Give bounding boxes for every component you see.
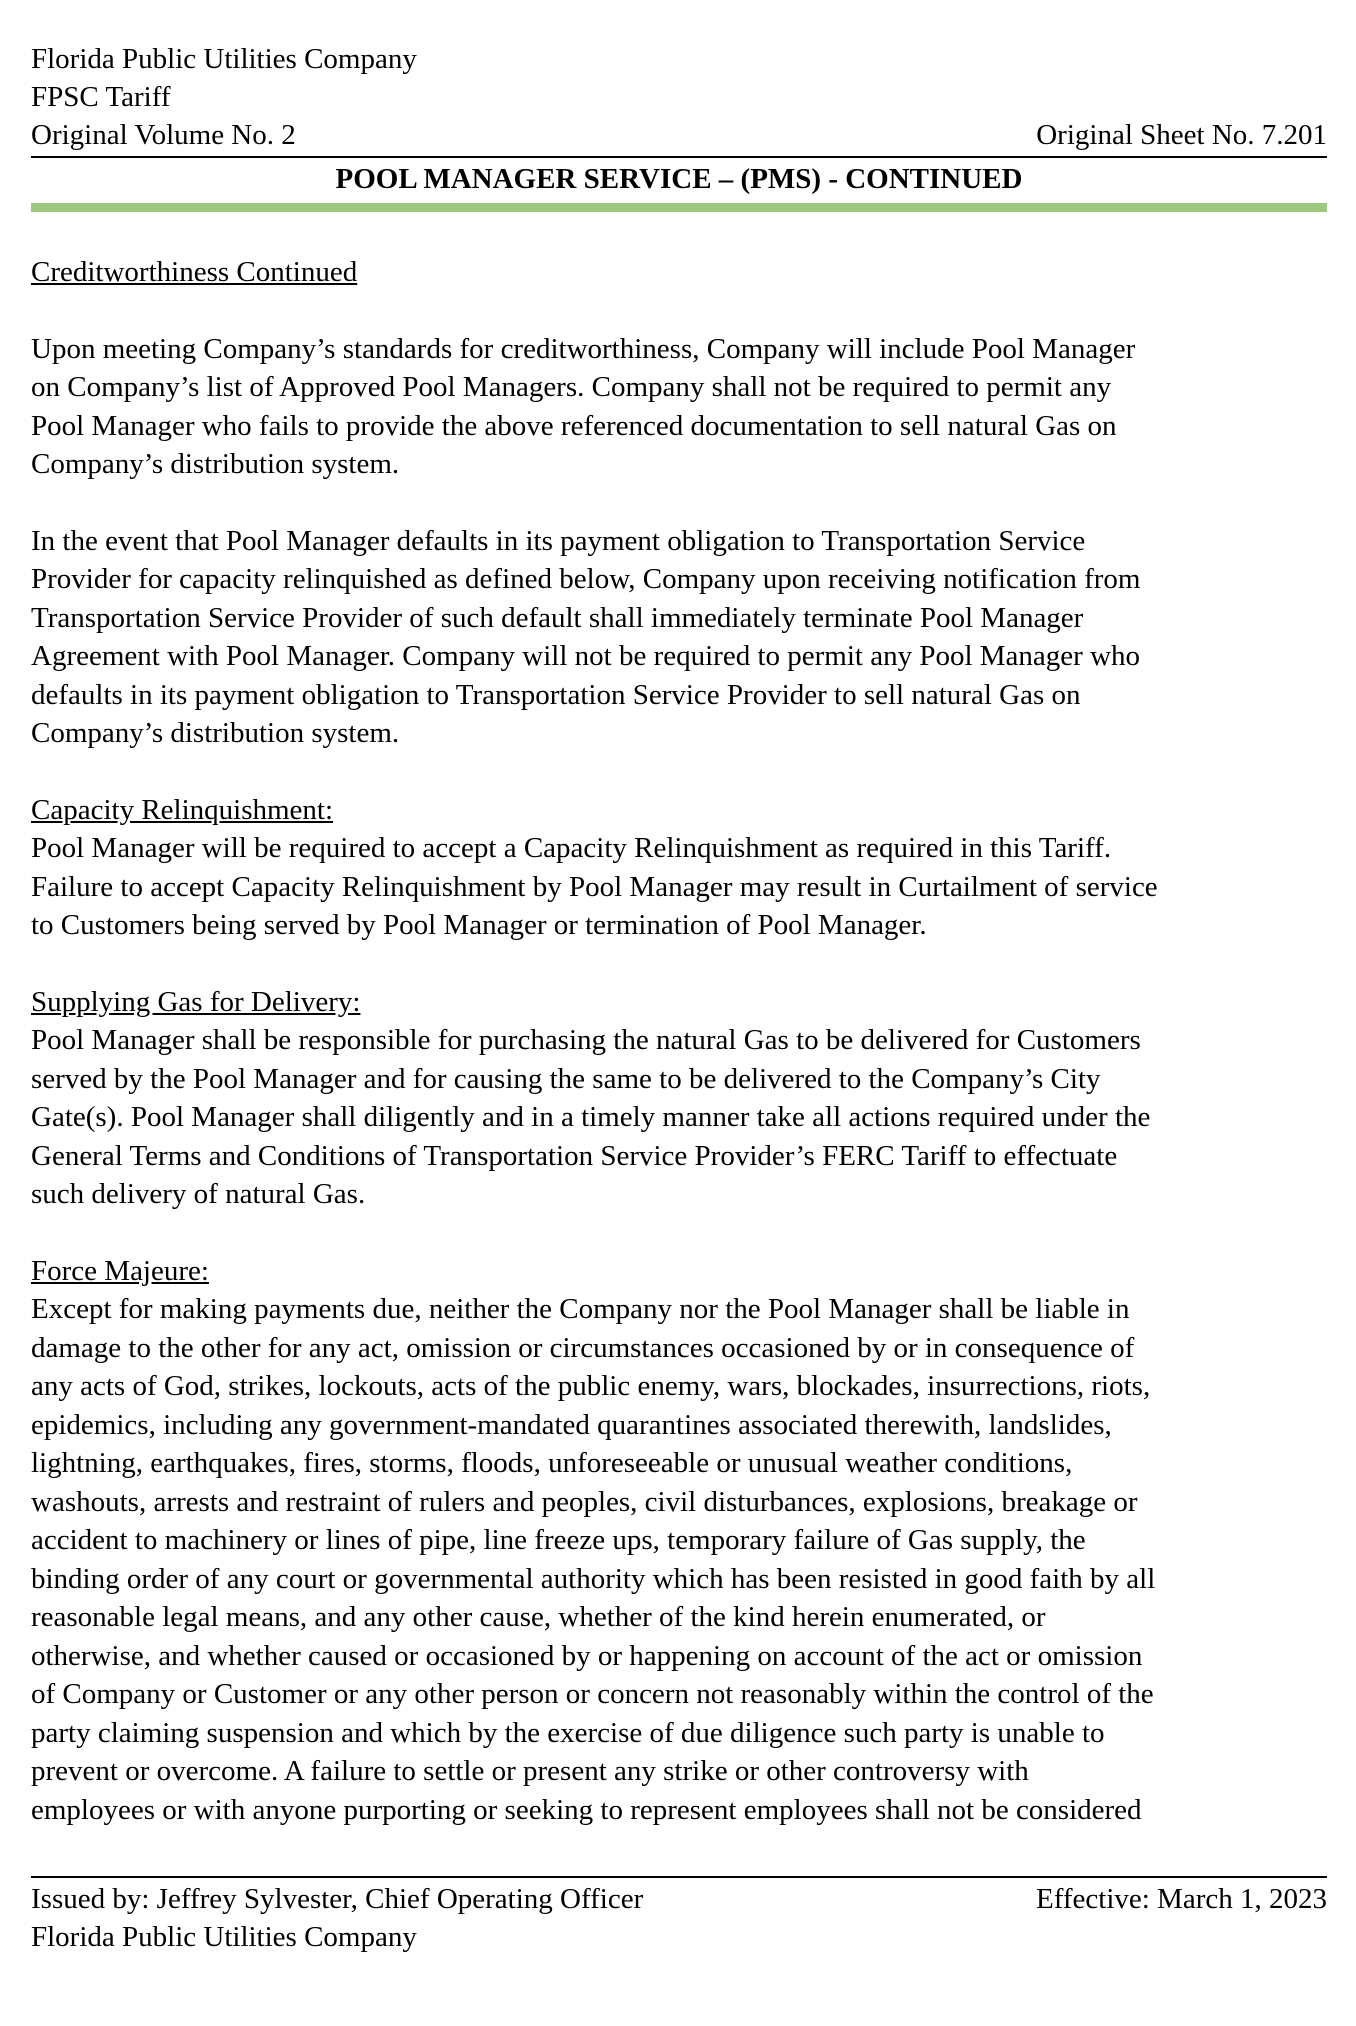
tariff-page (31, 0, 1327, 2026)
section-supplying-gas (31, 983, 1327, 1214)
page-footer (31, 1880, 1327, 1956)
page-title: POOL MANAGER SERVICE – (PMS) - CONTINUED (335, 163, 1023, 195)
header-divider (31, 156, 1327, 158)
section-heading-creditworthiness: Creditworthiness Continued (31, 256, 358, 288)
text-line: Company’s distribution system. (31, 717, 400, 749)
section-heading-supplying-gas: Supplying Gas for Delivery: (31, 985, 361, 1018)
text-line: lightning, earthquakes, fires, storms, floods, unforeseeable or unusual weather conditions, (31, 1447, 1073, 1479)
section-creditworthiness (31, 253, 1327, 292)
header-company: Florida Public Utilities Company (31, 43, 417, 75)
text-line: Provider for capacity relinquished as defined below, Company upon receiving notification from (31, 563, 1141, 595)
text-line: Upon meeting Company’s standards for creditworthiness, Company will include Pool Manager (31, 332, 1136, 365)
header-volume: Original Volume No. 2 (31, 119, 296, 151)
text-line: such delivery of natural Gas. (31, 1178, 366, 1210)
section-capacity-relinquishment (31, 791, 1327, 945)
text-line: any acts of God, strikes, lockouts, acts of the public enemy, wars, blockades, insurrections, riots, (31, 1370, 1151, 1402)
paragraph-payment-default (31, 522, 1327, 753)
section-force-majeure (31, 1252, 1327, 1830)
text-line: Transportation Service Provider of such default shall immediately terminate Pool Manager (31, 601, 1084, 634)
text-line: Except for making payments due, neither the Company nor the Pool Manager shall be liable in (31, 1293, 1130, 1325)
text-line: General Terms and Conditions of Transportation Service Provider’s FERC Tariff to effectuate (31, 1139, 1118, 1172)
text-line: to Customers being served by Pool Manager or termination of Pool Manager. (31, 909, 927, 941)
text-line: damage to the other for any act, omission or circumstances occasioned by or in consequence of (31, 1331, 1135, 1364)
text-line: epidemics, including any government-mandated quarantines associated therewith, landslides, (31, 1408, 1112, 1441)
text-line: party claiming suspension and which by the exercise of due diligence such party is unable to (31, 1716, 1105, 1749)
text-line: accident to machinery or lines of pipe, line freeze ups, temporary failure of Gas supply, the (31, 1524, 1086, 1556)
footer-divider (31, 1876, 1327, 1878)
page-header (31, 40, 1327, 154)
text-line: otherwise, and whether caused or occasioned by or happening on account of the act or omission (31, 1639, 1143, 1672)
footer-issued-by: Issued by: Jeffrey Sylvester, Chief Operating Officer (31, 1883, 644, 1915)
title-green-divider (31, 203, 1327, 212)
paragraph-approved-pool-managers (31, 330, 1327, 484)
text-line: washouts, arrests and restraint of rulers and peoples, civil disturbances, explosions, breakage or (31, 1485, 1138, 1518)
header-tariff: FPSC Tariff (31, 81, 171, 113)
header-sheet-number: Original Sheet No. 7.201 (1036, 119, 1327, 151)
text-line: reasonable legal means, and any other cause, whether of the kind herein enumerated, or (31, 1601, 1046, 1633)
section-heading-force-majeure: Force Majeure: (31, 1254, 209, 1287)
footer-company: Florida Public Utilities Company (31, 1921, 417, 1953)
text-line: on Company’s list of Approved Pool Managers. Company shall not be required to permit any (31, 371, 1112, 403)
text-line: Pool Manager who fails to provide the above referenced documentation to sell natural Gas on (31, 409, 1117, 442)
text-line: Agreement with Pool Manager. Company will not be required to permit any Pool Manager who (31, 640, 1141, 672)
text-line: prevent or overcome. A failure to settle or present any strike or other controversy with (31, 1755, 1029, 1787)
text-line: In the event that Pool Manager defaults in its payment obligation to Transportation Service (31, 524, 1086, 557)
text-line: Gate(s). Pool Manager shall diligently and in a timely manner take all actions required under the (31, 1101, 1151, 1133)
text-line: of Company or Customer or any other person or concern not reasonably within the control of the (31, 1678, 1154, 1710)
footer-effective-date: Effective: March 1, 2023 (1036, 1883, 1327, 1915)
section-heading-capacity-relinquishment: Capacity Relinquishment: (31, 793, 334, 826)
text-line: employees or with anyone purporting or seeking to represent employees shall not be considered (31, 1793, 1142, 1826)
text-line: Pool Manager shall be responsible for purchasing the natural Gas to be delivered for Customers (31, 1024, 1141, 1056)
text-line: Failure to accept Capacity Relinquishment by Pool Manager may result in Curtailment of service (31, 870, 1158, 903)
text-line: Company’s distribution system. (31, 448, 400, 480)
text-line: served by the Pool Manager and for causing the same to be delivered to the Company’s City (31, 1062, 1101, 1095)
document-body (31, 253, 1327, 1867)
text-line: defaults in its payment obligation to Transportation Service Provider to sell natural Gas on (31, 678, 1081, 711)
text-line: Pool Manager will be required to accept a Capacity Relinquishment as required in this Tariff. (31, 832, 1112, 864)
text-line: binding order of any court or governmental authority which has been resisted in good faith by all (31, 1562, 1156, 1595)
